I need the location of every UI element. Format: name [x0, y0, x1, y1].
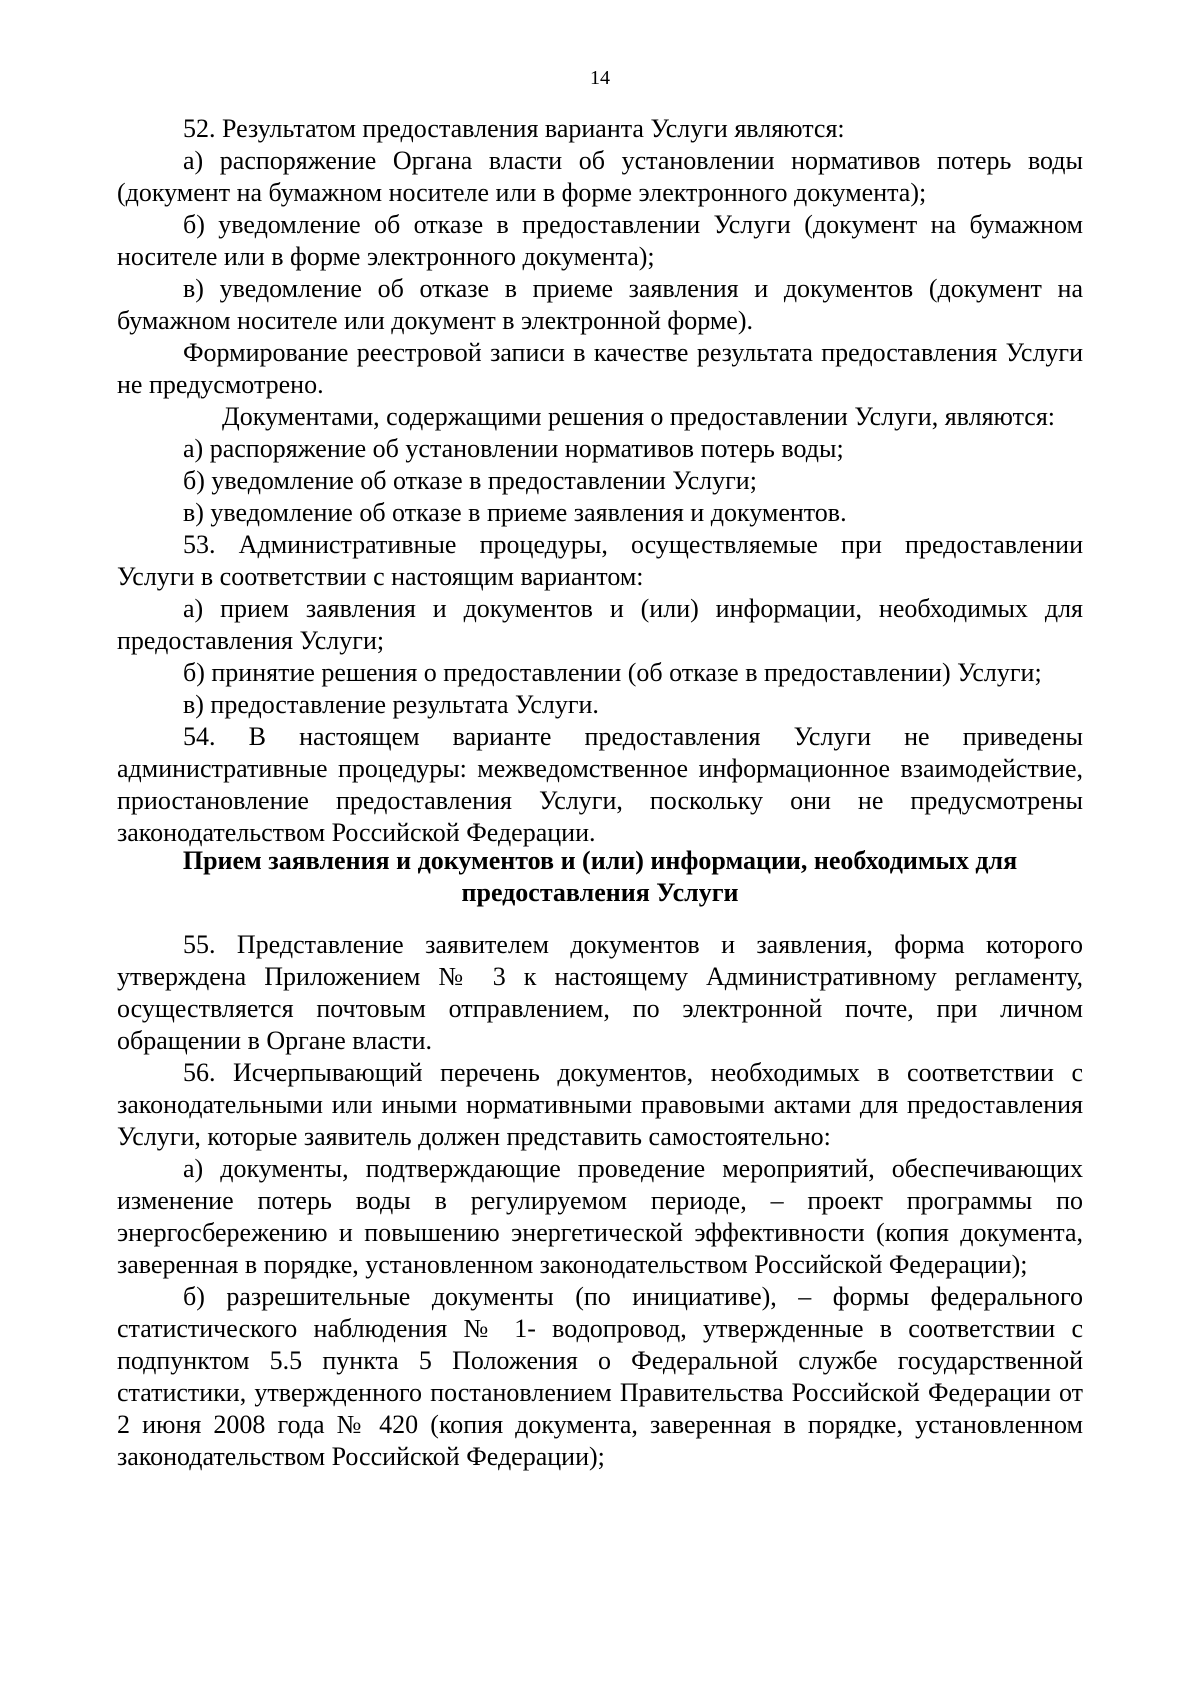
- paragraph: в) уведомление об отказе в приеме заявления и документов (документ на бумажном носителе или документ в электронной форме).: [117, 274, 1083, 335]
- paragraph: 52. Результатом предоставления варианта Услуги являются:: [183, 114, 845, 143]
- paragraph: в) уведомление об отказе в приеме заявления и документов.: [183, 498, 847, 527]
- paragraph: 54. В настоящем варианте предоставления Услуги не приведены административные процедуры: межведомственное информационное взаимодействие, приостановление предоставления Услуги, поскольку они не предусмотрены законодательством Российской Федерации.: [117, 722, 1083, 847]
- paragraph: Формирование реестровой записи в качестве результата предоставления Услуги не предусмотрено.: [117, 338, 1083, 399]
- section-bottom: [117, 929, 1083, 1473]
- paragraph: а) распоряжение Органа власти об установлении нормативов потерь воды (документ на бумажном носителе или в форме электронного документа);: [117, 146, 1083, 207]
- paragraph: 53. Административные процедуры, осуществляемые при предоставлении Услуги в соответствии с настоящим вариантом:: [117, 530, 1083, 591]
- section-top: [117, 113, 1083, 849]
- paragraph: 55. Представление заявителем документов и заявления, форма которого утверждена Приложением № 3 к настоящему Административному регламенту, осуществляется почтовым отправлением, по электронной почте, при личном обращении в Органе власти.: [117, 930, 1083, 1055]
- paragraph: б) разрешительные документы (по инициативе), – формы федерального статистического наблюдения № 1- водопровод, утвержденные в соответствии с подпунктом 5.5 пункта 5 Положения о Федеральной службе государственной статистики, утвержденного постановлением Правительства Российской Федерации от 2 июня 2008 года № 420 (копия документа, заверенная в порядке, установленном законодательством Российской Федерации);: [117, 1282, 1083, 1471]
- paragraph: б) уведомление об отказе в предоставлении Услуги;: [183, 466, 757, 495]
- paragraph: б) уведомление об отказе в предоставлении Услуги (документ на бумажном носителе или в форме электронного документа);: [117, 210, 1083, 271]
- paragraph: а) распоряжение об установлении нормативов потерь воды;: [183, 434, 844, 463]
- section-heading: Прием заявления и документов и (или) информации, необходимых для предоставления Услуги: [182, 846, 1018, 907]
- paragraph: б) принятие решения о предоставлении (об отказе в предоставлении) Услуги;: [183, 658, 1042, 687]
- paragraph: а) документы, подтверждающие проведение мероприятий, обеспечивающих изменение потерь воды в регулируемом периоде, – проект программы по энергосбережению и повышению энергетической эффективности (копия документа, заверенная в порядке, установленном законодательством Российской Федерации);: [117, 1154, 1083, 1279]
- paragraph: Документами, содержащими решения о предоставлении Услуги, являются:: [222, 402, 1056, 431]
- section-heading-block: [117, 845, 1083, 909]
- paragraph: 56. Исчерпывающий перечень документов, необходимых в соответствии с законодательными или иными нормативными правовыми актами для предоставления Услуги, которые заявитель должен представить самостоятельно:: [117, 1058, 1083, 1151]
- paragraph: а) прием заявления и документов и (или) информации, необходимых для предоставления Услуги;: [117, 594, 1083, 655]
- page-number: 14: [590, 67, 610, 89]
- paragraph: в) предоставление результата Услуги.: [183, 690, 599, 719]
